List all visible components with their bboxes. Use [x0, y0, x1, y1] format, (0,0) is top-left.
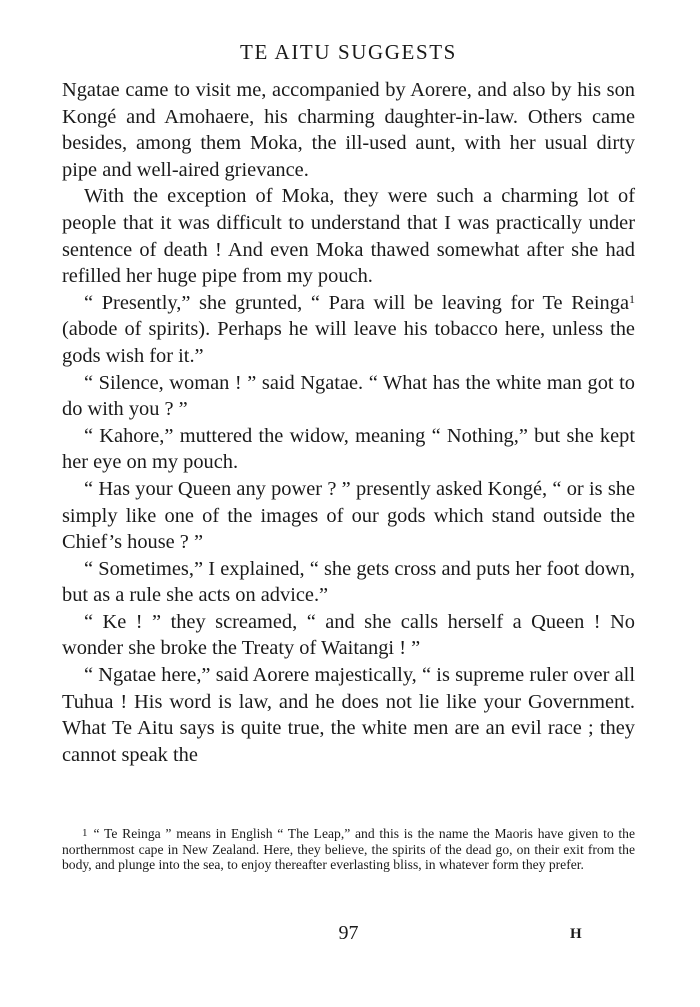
signature-mark: H — [570, 926, 582, 942]
paragraph-with-footnote — [62, 290, 635, 370]
paragraph: “ Has your Queen any power ? ” presently asked Kongé, “ or is she simply like one of the images of our gods which stand outside the Chief’s house ? ” — [62, 477, 635, 554]
footnote-text: “ Te Reinga ” means in English “ The Leap,” and this is the name the Maoris have given to the northernmost cape in New Zealand. Here, they believe, the spirits of the dead go, on their exit from the body, and plunge into the sea, to enjoy thereafter everlasting bliss, in whatever form they prefer. — [62, 826, 635, 873]
paragraph: “ Sometimes,” I explained, “ she gets cross and puts her foot down, but as a rule she acts on advice.” — [62, 557, 635, 607]
paragraph: With the exception of Moka, they were such a charming lot of people that it was difficult to understand that I was practically under sentence of death ! And even Moka thawed somewhat after she had refilled her huge pipe from my pouch. — [62, 185, 635, 288]
paragraph: Ngatae came to visit me, accompanied by Aorere, and also by his son Kongé and Amohaere, his charming daughter-in-law. Others came besides, among them Moka, the ill-used aunt, with her usual dirty pipe and well-aired grievance. — [62, 79, 635, 181]
paragraph: “ Ke ! ” they screamed, “ and she calls herself a Queen ! No wonder she broke the Treaty of Waitangi ! ” — [62, 610, 635, 660]
page-number: 97 — [338, 922, 359, 944]
paragraph-text: “ Presently,” she grunted, “ Para will be leaving for Te Reinga — [84, 291, 629, 314]
footnote-reference: 1 — [629, 291, 635, 306]
book-page — [62, 0, 635, 1007]
footnote — [62, 826, 635, 873]
body-text — [62, 77, 635, 768]
footnote-number: 1 — [82, 827, 88, 839]
running-head: TE AITU SUGGESTS — [240, 40, 457, 64]
paragraph-text: (abode of spirits). Perhaps he will leave his tobacco here, unless the gods wish for it.” — [62, 318, 635, 367]
paragraph: “ Silence, woman ! ” said Ngatae. “ What has the white man got to do with you ? ” — [62, 371, 635, 421]
paragraph: “ Kahore,” muttered the widow, meaning “ Nothing,” but she kept her eye on my pouch. — [62, 424, 635, 474]
paragraph: “ Ngatae here,” said Aorere majestically, “ is supreme ruler over all Tuhua ! His word is law, and he does not lie like your Government. What Te Aitu says is quite true, the white men are an evil race ; they cannot speak the — [62, 664, 635, 766]
